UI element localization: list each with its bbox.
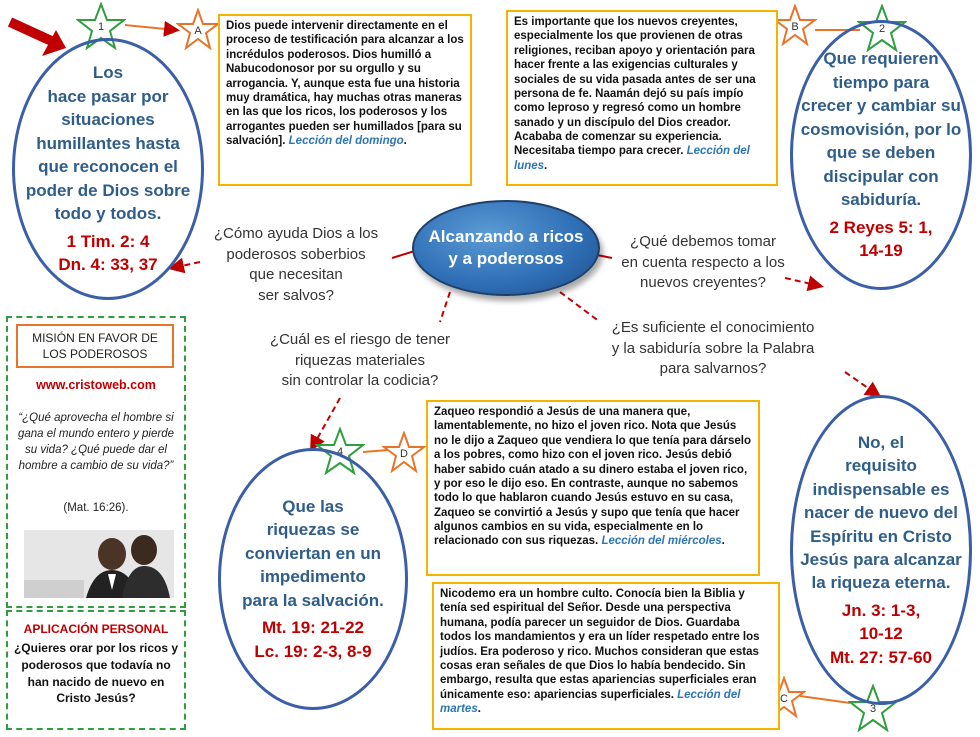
question-1: ¿Cómo ayuda Dios a los poderosos soberbios que necesitan ser salvos? bbox=[213, 225, 379, 305]
aplicacion-title: APLICACIÓN PERSONAL bbox=[23, 622, 169, 636]
oval-4-text: Que las riquezas se conviertan en un impedimento para la salvación. bbox=[242, 496, 384, 610]
box-d-miercoles: Zaqueo respondió a Jesús de una manera que, lamentablemente, no hizo el joven rico. Nota que Jesús no le dijo a Zaqueo que vendiera lo que tenía para dárselo a los pobres, como hizo con el joven rico. Jesús debió haber sabido cuán atado a su dinero estaba el joven rico, y por eso le dijo eso. En contraste, aunque no sabemos todo lo que hablaron cuando Jesús estuvo en su casa, Zaqueo se convirtió a Jesús y supo que tenía que hacer algunos cambios en su vida, especialmente en lo relacionado con sus riquezas. Lección del miércoles. bbox=[426, 400, 760, 576]
sidebar-mision bbox=[6, 316, 186, 608]
question-4: ¿Cuál es el riesgo de tener riquezas materiales sin controlar la codicia? bbox=[269, 331, 451, 390]
star-4-icon: 4 bbox=[315, 427, 365, 475]
oval-4 bbox=[218, 448, 408, 710]
oval-3-text: No, el requisito indispensable es nacer de nuevo del Espíritu en Cristo Jesús para alcanzar la riqueza eterna. bbox=[800, 432, 962, 593]
box-b-lunes: Es importante que los nuevos creyentes, especialmente los que provienen de otras religiones, reciban apoyo y orientación para hacer frente a las exigencias culturales y sociales de su vida pasada antes de ser una persona de fe. Naamán dejó su país impío como leproso y regresó como un hombre sanado y un discípulo del Dios creador. Acababa de comenzar su experiencia. Necesitaba tiempo para crecer. Lección del lunes. bbox=[506, 10, 778, 186]
website-link[interactable]: www.cristoweb.com bbox=[36, 378, 156, 392]
star-b-icon: B bbox=[773, 4, 817, 46]
center-topic bbox=[412, 200, 600, 296]
oval-1-text: Los hace pasar por situaciones humillantes hasta que reconocen el poder de Dios sobre todo y todos. bbox=[25, 63, 191, 224]
star-2-icon: 2 bbox=[857, 4, 907, 52]
oval-2 bbox=[790, 20, 972, 290]
box-c-martes: Nicodemo era un hombre culto. Conocía bien la Biblia y tenía sed espiritual del Señor. Desde una perspectiva humana, podía parecer un seguidor de Dios. Guardaba todos los mandamientos y era un líder respetado entre los judíos. Era poderoso y rico. Muchos consideran que estas cosas eran señales de que Dios lo había bendecido. Sin embargo, resulta que estas apariencias superficiales eran únicamente eso: apariencias superficiales. Lección del martes. bbox=[432, 582, 780, 730]
oval-2-text: Que requieren tiempo para crecer y cambiar su cosmovisión, por lo que se deben discipular con sabiduría. bbox=[800, 49, 962, 210]
quote-ref: (Mat. 16:26). bbox=[63, 502, 129, 514]
center-title-line2: y a poderosos bbox=[448, 249, 564, 268]
quote-text: “¿Qué aprovecha el hombre si gana el mundo entero y pierde su vida? ¿Qué puede dar el hombre a cambio de su vida?” bbox=[18, 412, 174, 473]
star-a-icon: A bbox=[176, 8, 220, 50]
oval-1-refs: 1 Tim. 2: 4 Dn. 4: 33, 37 bbox=[58, 231, 158, 275]
aplicacion-text: ¿Quieres orar por los ricos y poderosos que todavía no han nacido de nuevo en Cristo Jesús? bbox=[13, 641, 179, 706]
oval-3 bbox=[790, 395, 972, 705]
question-3: ¿Es suficiente el conocimiento y la sabiduría sobre la Palabra para salvarnos? bbox=[611, 319, 815, 378]
star-c-icon: C bbox=[762, 676, 806, 718]
star-3-icon: 3 bbox=[848, 684, 898, 732]
two-men-image bbox=[24, 530, 174, 598]
sidebar-aplicacion bbox=[6, 610, 186, 730]
oval-4-refs: Mt. 19: 21-22 Lc. 19: 2-3, 8-9 bbox=[254, 618, 372, 661]
star-d-icon: D bbox=[382, 431, 426, 473]
question-2: ¿Qué debemos tomar en cuenta respecto a los nuevos creyentes? bbox=[621, 233, 785, 292]
oval-1 bbox=[12, 38, 204, 300]
mision-title: MISIÓN EN FAVOR DE LOS PODEROSOS bbox=[16, 324, 174, 368]
oval-3-refs: Jn. 3: 1-3, 10-12 Mt. 27: 57-60 bbox=[829, 600, 933, 667]
star-1-icon: 1 bbox=[76, 2, 126, 50]
oval-2-refs: 2 Reyes 5: 1, 14-19 bbox=[829, 217, 933, 261]
box-a-domingo: Dios puede intervenir directamente en el proceso de testificación para alcanzar a los incrédulos poderosos. Dios humilló a Nabucodonosor por su orgullo y su arrogancia. Y, aunque esta fue una historia muy dramática, hay muchas otras maneras en las que los ricos, los poderosos y los arrogantes pueden ser humillados [para su salvación]. Lección del domingo. bbox=[218, 14, 472, 186]
center-title-line1: Alcanzando a ricos bbox=[428, 226, 584, 246]
